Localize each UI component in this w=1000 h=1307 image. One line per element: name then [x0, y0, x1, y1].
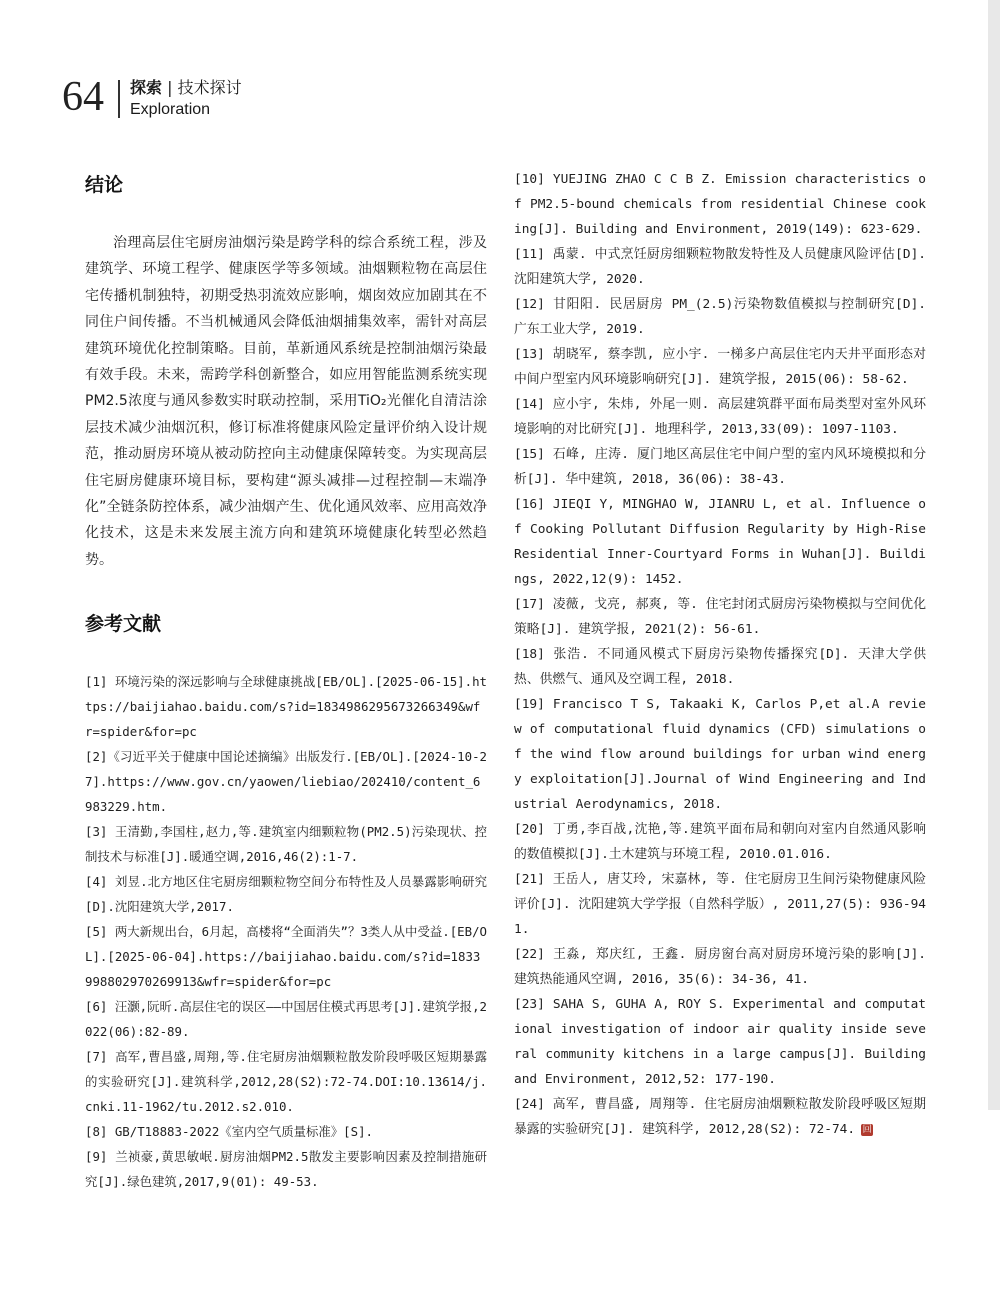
conclusion-heading: 结论: [85, 174, 124, 196]
page-number: 64: [62, 74, 104, 120]
left-column: [85, 168, 487, 1194]
references-heading: 参考文献: [85, 613, 162, 636]
reference-item: [19] Francisco T S, Takaaki K, Carlos P,et al.A review of computational fluid dynamics (CFD) simulations of the wind flow around buildings for urban wind energy exploitation[J].Journal of Wind Engineering and Industrial Aerodynamics, 2018.: [514, 697, 926, 812]
reference-item: [17] 凌薇, 戈亮, 郝爽, 等. 住宅封闭式厨房污染物模拟与空间优化策略[J]. 建筑学报, 2021(2): 56-61.: [514, 597, 926, 637]
reference-item: [1] 环境污染的深远影响与全球健康挑战[EB/OL].[2025-06-15].https://baijiahao.baidu.com/s?id=1834986295673266349&wfr=spider&for=pc: [85, 674, 487, 740]
section-title: 探索: [130, 78, 163, 97]
conclusion-paragraph: 治理高层住宅厨房油烟污染是跨学科的综合系统工程，涉及建筑学、环境工程学、健康医学等多领域。油烟颗粒物在高层住宅传播机制独特，初期受热羽流效应影响，烟囱效应加剧其在不同住户间传播。不当机械通风会降低油烟捕集效率，需针对高层建筑环境优化控制策略。目前，革新通风系统是控制油烟污染最有效手段。未来，需跨学科创新整合，如应用智能监测系统实现PM2.5浓度与通风参数实时联动控制，采用TiO₂光催化自清洁涂层技术减少油烟沉积，修订标准将健康风险定量评价纳入设计规范，推动厨房环境从被动防控向主动健康保障转变。为实现高层住宅厨房健康环境目标，要构建“源头减排—过程控制—末端净化”全链条防控体系，减少油烟产生、优化通风效率、应用高效净化技术，这是未来发展主流方向和建筑环境健康化转型必然趋势。: [85, 235, 487, 568]
reference-list-left: [85, 669, 487, 1194]
header-separator: |: [167, 78, 173, 97]
reference-item: [18] 张浩. 不同通风模式下厨房污染物传播探究[D]. 天津大学供热、供燃气、通风及空调工程, 2018.: [514, 647, 926, 687]
reference-item: [11] 禹蒙. 中式烹饪厨房细颗粒物散发特性及人员健康风险评估[D]. 沈阳建筑大学, 2020.: [514, 247, 926, 287]
reference-item: [5] 两大新规出台，6月起，高楼将“全面消失”？3类人从中受益.[EB/OL].[2025-06-04].https://baijiahao.baidu.com/s?id=1833998802970269913&wfr=spider&for=pc: [85, 924, 487, 990]
scrollbar[interactable]: [988, 0, 1000, 1110]
reference-item: [10] YUEJING ZHAO C C B Z. Emission characteristics of PM2.5-bound chemicals from residential Chinese cooking[J]. Building and Environment, 2019(149): 623-629.: [514, 172, 926, 237]
end-mark-icon: 回: [862, 1124, 872, 1135]
reference-item: [13] 胡晓军, 蔡李凯, 应小宇. 一梯多户高层住宅内天井平面形态对中间户型室内风环境影响研究[J]. 建筑学报, 2015(06): 58-62.: [514, 347, 926, 387]
reference-item: [12] 甘阳阳. 民居厨房 PM_(2.5)污染物数值模拟与控制研究[D]. 广东工业大学, 2019.: [514, 297, 926, 337]
reference-item: [14] 应小宇, 朱炜, 外尾一则. 高层建筑群平面布局类型对室外风环境影响的对比研究[J]. 地理科学, 2013,33(09): 1097-1103.: [514, 397, 926, 437]
reference-item: [3] 王清勤,李国柱,赵力,等.建筑室内细颗粒物(PM2.5)污染现状、控制技术与标准[J].暖通空调,2016,46(2):1-7.: [85, 824, 487, 865]
reference-item: [23] SAHA S, GUHA A, ROY S. Experimental and computational investigation of indoor air quality inside several community kitchens in a large campus[J]. Building and Environment, 2012,52: 177-190.: [514, 997, 926, 1087]
reference-item: [7] 高军,曹昌盛,周翔,等.住宅厨房油烟颗粒散发阶段呼吸区短期暴露的实验研究[J].建筑科学,2012,28(S2):72-74.DOI:10.13614/j.cnki.11-1962/tu.2012.s2.010.: [85, 1049, 487, 1115]
reference-item-last: [514, 1092, 926, 1142]
reference-item: [16] JIEQI Y, MINGHAO W, JIANRU L, et al. Influence of Cooking Pollutant Diffusion Regularity by High-Rise Residential Inner-Courtyard Forms in Wuhan[J]. Buildings, 2022,12(9): 1452.: [514, 497, 926, 587]
reference-item: [2]《习近平关于健康中国论述摘编》出版发行.[EB/OL].[2024-10-27].https://www.gov.cn/yaowen/liebiao/202410/content_6983229.htm.: [85, 749, 487, 815]
header-divider: [118, 80, 120, 118]
section-header-en: Exploration: [130, 101, 211, 118]
reference-item: [4] 刘昱.北方地区住宅厨房细颗粒物空间分布特性及人员暴露影响研究[D].沈阳建筑大学,2017.: [85, 874, 487, 915]
reference-item: [21] 王岳人, 唐艾玲, 宋嘉林, 等. 住宅厨房卫生间污染物健康风险评价[J]. 沈阳建筑大学学报（自然科学版）, 2011,27(5): 936-941.: [514, 872, 926, 937]
reference-text: [24] 高军, 曹昌盛, 周翔等. 住宅厨房油烟颗粒散发阶段呼吸区短期暴露的实验研究[J]. 建筑科学, 2012,28(S2): 72-74.: [514, 1097, 926, 1137]
reference-list-right: [514, 167, 926, 1142]
reference-item: [22] 王淼, 郑庆红, 王鑫. 厨房窗台高对厨房环境污染的影响[J]. 建筑热能通风空调, 2016, 35(6): 34-36, 41.: [514, 947, 926, 987]
reference-item: [6] 汪灏,阮昕.高层住宅的误区——中国居住模式再思考[J].建筑学报,2022(06):82-89.: [85, 999, 487, 1040]
subsection-title: 技术探讨: [177, 78, 242, 97]
reference-item: [8] GB/T18883-2022《室内空气质量标准》[S].: [85, 1124, 374, 1140]
section-header-cn: [130, 78, 242, 98]
reference-item: [20] 丁勇,李百战,沈艳,等.建筑平面布局和朝向对室内自然通风影响的数值模拟[J].土木建筑与环境工程, 2010.01.016.: [514, 822, 926, 862]
right-column: [514, 167, 926, 1142]
reference-item: [15] 石峰, 庄涛. 厦门地区高层住宅中间户型的室内风环境模拟和分析[J]. 华中建筑, 2018, 36(06): 38-43.: [514, 447, 926, 487]
reference-item: [9] 兰祯豪,黄思敏岷.厨房油烟PM2.5散发主要影响因素及控制措施研究[J].绿色建筑,2017,9(01): 49-53.: [85, 1149, 487, 1190]
